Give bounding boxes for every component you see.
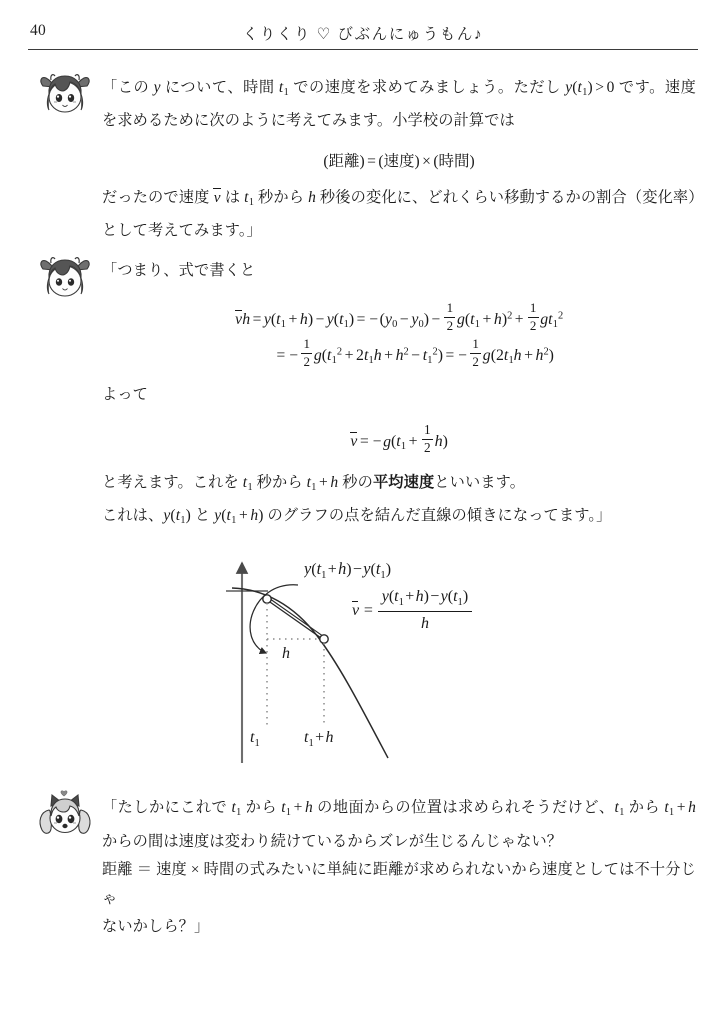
paragraph-2	[102, 184, 696, 246]
figure-annotation-top: $y(t_1$ + h) − $y(t_1)$	[304, 559, 392, 582]
paragraph-1	[102, 74, 696, 136]
text-run: 秒から	[254, 188, 309, 206]
eq-distance-lhs: (距離)	[323, 152, 365, 170]
figure-formula-fraction: $\frac{y(t_1 + h) - y(t_1)}{h}$	[378, 587, 472, 634]
fraction-one-half: $\frac{1}{2}$	[301, 337, 312, 369]
point-t1-plus-h	[320, 635, 328, 643]
figure-formula-equals: =	[363, 602, 373, 620]
math-g-t1-squared: $gt_1^2$	[540, 310, 564, 331]
equation-line-2: = − $\frac{1}{2}$ $g(t_1^2 + 2t_1h + h^2 - t_1^2)$ = − $\frac{1}{2}$ $g(2t_1h + h^2)$	[276, 336, 554, 369]
secant-line	[269, 601, 323, 639]
paragraph-3: 「つまり、式で書くと	[102, 261, 256, 279]
eq-equals: =	[367, 152, 376, 170]
math-y-t1: $y(t_1)$	[163, 507, 191, 526]
cat-girl-avatar-icon	[36, 790, 94, 840]
text-run: から	[624, 799, 665, 817]
figure-label-h: h	[282, 645, 290, 663]
math-vbar: v	[235, 311, 242, 329]
paragraph-5	[102, 469, 696, 502]
text-run: 秒の	[338, 473, 373, 491]
math-t1: $t_1$	[242, 473, 253, 493]
math-2t1h-plus-h2: $(2t_1h + h^2)$	[490, 347, 554, 367]
term-average-velocity: 平均速度	[372, 473, 435, 491]
text-run: です。速度を求めるために次のように考えてみます。小学校の計算では	[102, 79, 696, 130]
text-run: 秒後の変化に、どれくらい移動するかの割合（変化率）として考えてみます。」	[102, 188, 697, 240]
eq-distance-rhs2: (時間)	[433, 152, 475, 170]
math-y-t1: $y(t_1)$	[326, 311, 355, 331]
fraction-one-half: $\frac{1}{2}$	[528, 301, 539, 333]
figure-formula-vbar: v	[352, 602, 360, 620]
text-run: のグラフの点を結んだ直線の傾きになってます。」	[263, 507, 612, 525]
math-t1-plus-half-h: ($t_1$ + $\frac{1}{2}$ h)	[391, 421, 448, 455]
fraction-one-half: $\frac{1}{2}$	[444, 301, 455, 333]
text-run: の地面からの位置は求められそうだけど、	[312, 799, 615, 817]
paragraph-8: 距離 ＝ 速度 × 時間の式みたいに単純に距離が求められないから速度としては不十分じゃ	[102, 861, 696, 907]
page-number: 40	[30, 22, 47, 39]
text-run: での速度を求めてみましょう。ただし	[288, 79, 566, 96]
paragraph-6	[102, 502, 696, 535]
cow-girl-avatar-icon	[36, 70, 94, 120]
math-t1: $t_1$	[278, 79, 289, 98]
running-header	[28, 22, 698, 52]
text-run: は	[220, 188, 245, 206]
math-h: h	[308, 188, 316, 206]
text-run: 秒から	[252, 473, 307, 491]
math-t1-plus-h-squared: $(t_1 + h)^2$	[464, 310, 513, 331]
math-t1-plus-h: $t_1 + h$	[664, 799, 696, 819]
math-y-t1-plus-h: $y(t_1 + h)$	[263, 311, 314, 331]
paragraph-7	[102, 794, 696, 856]
text-run: について、時間	[160, 79, 279, 96]
running-title: くりくり ♡ びぶんにゅうもん♪	[242, 26, 484, 43]
figure-label-t1: $t_1$	[250, 729, 260, 750]
paragraph-9: ないかしら？」	[102, 918, 210, 936]
text-run: 「この	[102, 79, 154, 96]
math-y: y	[153, 79, 161, 96]
text-run: といいます。	[434, 473, 526, 491]
body-content	[36, 74, 696, 942]
text-run: これは、	[102, 507, 164, 525]
math-vbar: v	[213, 188, 221, 206]
display-equation-group-1	[102, 301, 696, 369]
speech-block-1	[36, 74, 696, 246]
figure-label-t1-plus-h: $t_1$ + h	[304, 729, 334, 750]
annotation-arrow	[250, 585, 298, 653]
math-y-t1-gt-0: $y(t_1) > 0$	[565, 79, 615, 98]
math-t1: $t_1$	[244, 188, 255, 208]
equation-line-1: vh = $y(t_1 + h) - y(t_1) = -(y_0 - y_0)$ − $\frac{1}{2}$ $g(t_1 + h)^2$ + $\frac{1}{2}$ $gt_1^2$	[235, 300, 564, 333]
text-run: だったので速度	[102, 188, 214, 206]
header-rule	[28, 49, 698, 50]
text-run: と考えます。これを	[102, 473, 243, 491]
secant-line-2	[270, 599, 324, 637]
speech-block-3	[36, 794, 696, 941]
display-equation-distance	[102, 149, 696, 171]
text-run: 「たしかにこれで	[102, 799, 232, 817]
display-equation-vbar: $v = -g(t_1$ + $\frac{1}{2}$ h)	[350, 421, 448, 455]
figure-average-velocity-secant-graph	[36, 553, 696, 778]
math-t1: $t_1$	[614, 799, 625, 819]
cow-girl-avatar-2-icon	[36, 253, 94, 303]
math-y-t1-plus-h: $y(t_1 + h)$	[214, 507, 264, 526]
eq-times: ×	[422, 152, 431, 170]
fraction-one-half: $\frac{1}{2}$	[470, 337, 481, 369]
speech-block-2	[36, 257, 696, 536]
math-t1-plus-h: $t_1 + h$	[306, 473, 339, 493]
math-y0-minus-y0: $(y_0 - y_0)$	[379, 311, 430, 331]
math-expanded-square: $(t_1^2 + 2t_1h + h^2 - t_1^2)$	[321, 347, 443, 367]
math-t1-plus-h: $t_1 + h$	[281, 799, 313, 819]
text-run: と	[190, 507, 215, 525]
math-t1: $t_1$	[231, 799, 242, 819]
text-run: から	[241, 799, 282, 817]
text-run: からの間は速度は変わり続けているからズレが生じるんじゃない？	[102, 832, 563, 850]
eq-distance-rhs1: (速度)	[378, 152, 420, 170]
math-vbar: v	[350, 433, 358, 451]
paragraph-4: よって	[102, 386, 149, 404]
